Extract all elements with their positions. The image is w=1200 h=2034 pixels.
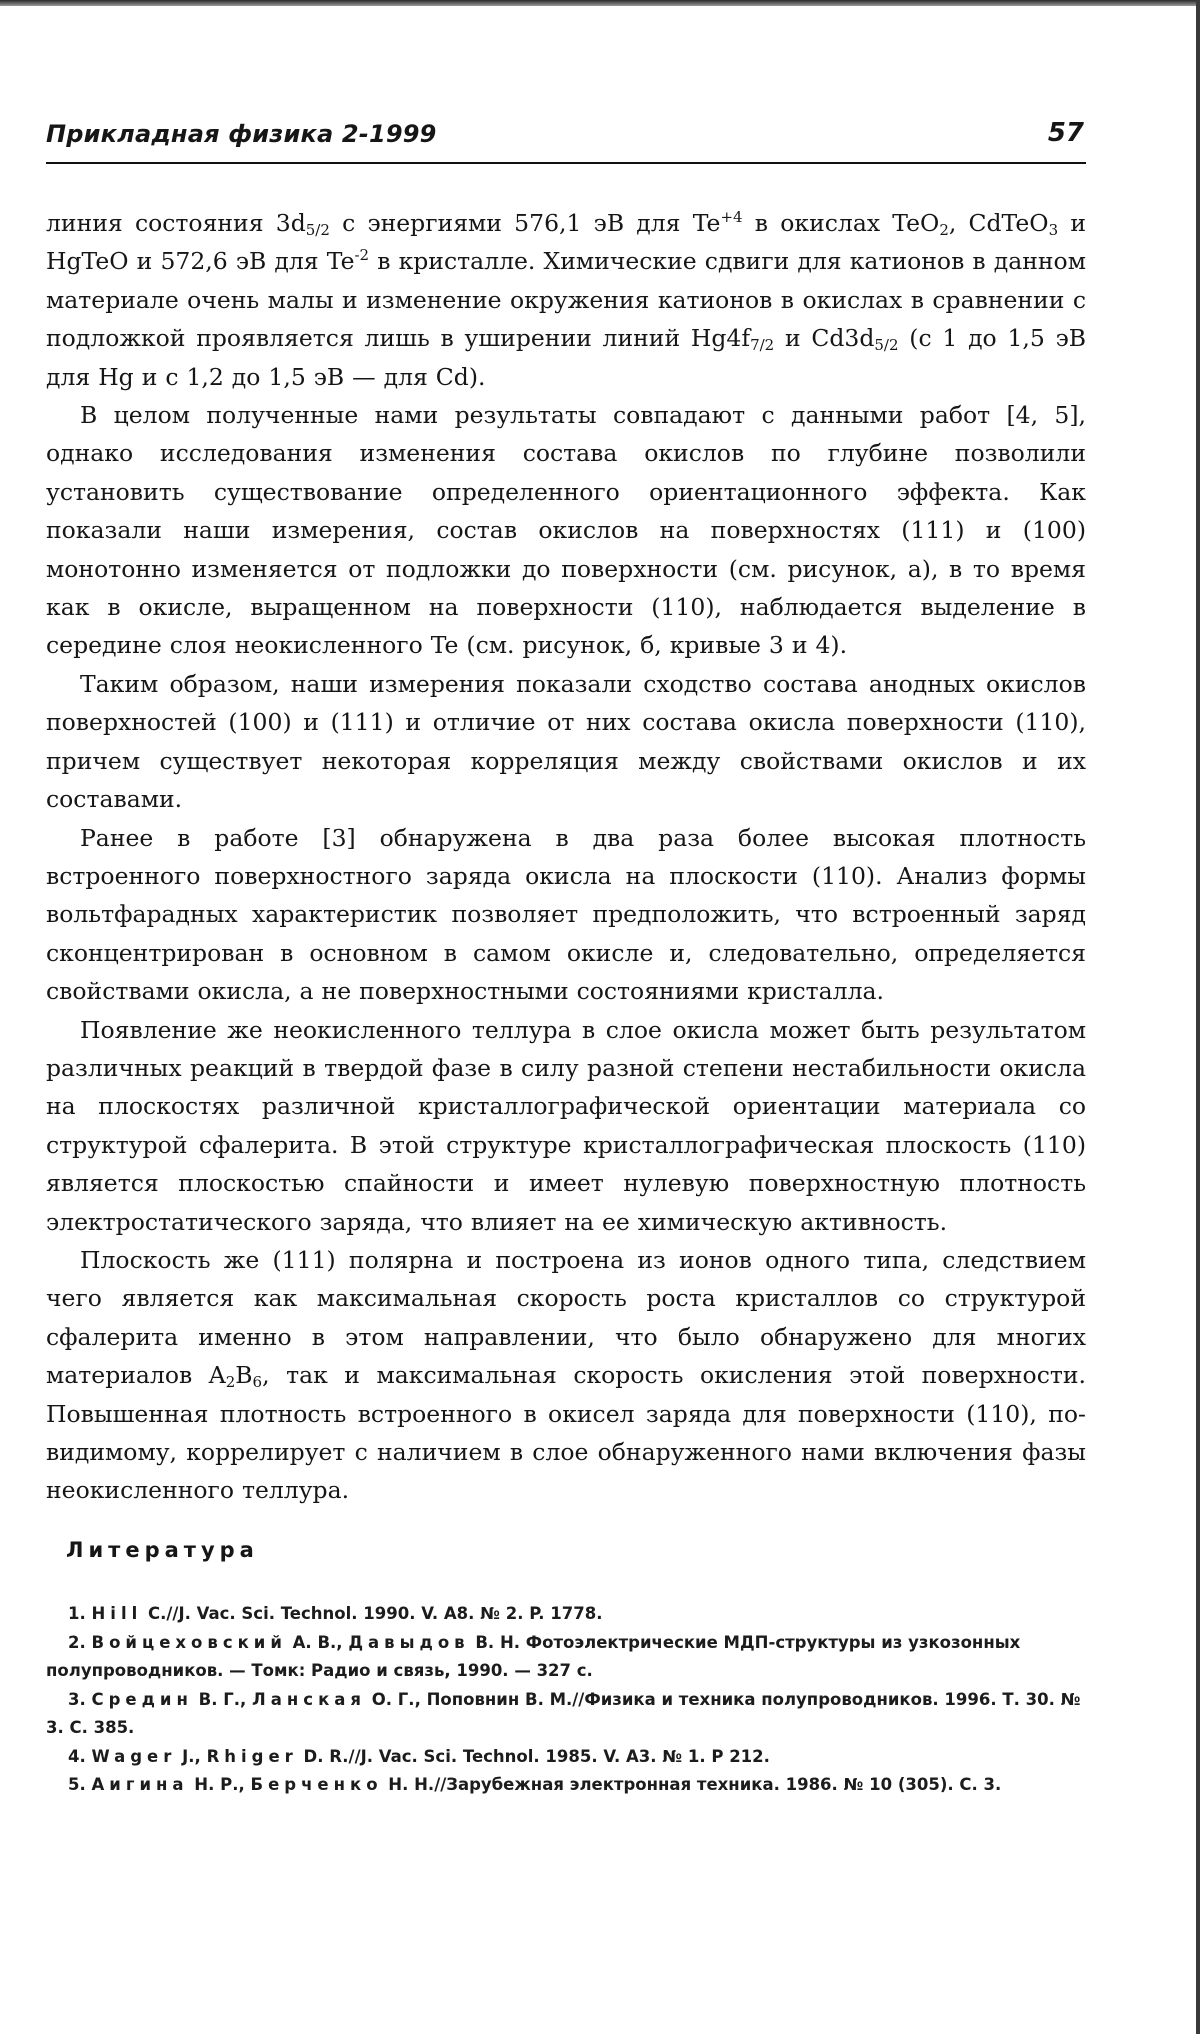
- text-run: в кристалле. Химические сдвиги для катионов в данном материале очень малы и изменение окружения катионов в окислах в сравнении с подложкой проявляется лишь в уширении линий Hg4f: [46, 247, 1086, 353]
- ref-author: Ланская: [252, 1689, 366, 1709]
- page: [46, 0, 1086, 2034]
- reference-item: [46, 1686, 1086, 1743]
- text-run: (с 1 до 1,5 эВ для Hg и с 1,2 до 1,5 эВ — для Cd).: [46, 324, 1086, 391]
- reference-item: [46, 1743, 1086, 1772]
- superscript: +4: [720, 208, 743, 226]
- text-run: с энергиями 576,1 эВ для Te: [329, 209, 721, 237]
- paragraph-3: Таким образом, наши измерения показали сходство состава анодных окислов поверхностей (100) и (111) и отличие от них состава окисла поверхности (110), причем существует некоторая корреляция между свойствами окислов и их составами.: [46, 669, 1086, 814]
- article-body: [46, 204, 1086, 1510]
- subscript: 5/2: [305, 221, 330, 239]
- paragraph-2: В целом полученные нами результаты совпадают с данными работ [4, 5], однако исследования изменения состава окислов по глубине позволили установить существование определенного ориентационного эффекта. Как показали наши измерения, состав окислов на поверхностях (111) и (100) монотонно изменяется от подложки до поверхности (см. рисунок, а), в то время как в окисле, выращенном на поверхности (110), наблюдается выделение в середине слоя неокисленного Te (см. рисунок, б, кривые 3 и 4).: [46, 401, 1086, 660]
- ref-number: 1.: [68, 1604, 92, 1623]
- ref-text: C.//J. Vac. Sci. Technol. 1990. V. A8. № 2. P. 1778.: [142, 1604, 603, 1623]
- scan-edge-right: [1196, 0, 1200, 2034]
- ref-text: D. R.//J. Vac. Sci. Technol. 1985. V. A3. № 1. P 212.: [297, 1746, 770, 1766]
- ref-author: Wager: [91, 1746, 177, 1766]
- ref-number: 3.: [68, 1689, 92, 1709]
- paragraph-4: Ранее в работе [3] обнаружена в два раза более высокая плотность встроенного поверхностного заряда окисла на плоскости (110). Анализ формы вольтфарадных характеристик позволяет предположить, что встроенный заряд сконцентрирован в основном в самом окисле и, следовательно, определяется свойствами окисла, а не поверхностными состояниями кристалла.: [46, 823, 1086, 1006]
- subscript: 2: [225, 1373, 236, 1392]
- text-run: и Cd3d: [774, 324, 875, 353]
- subscript: 6: [252, 1373, 263, 1392]
- text-run: Плоскость же (111) полярна и построена из ионов одного типа, следствием чего является как максимальная скорость роста кристаллов со структурой сфалерита именно в этом направлении, что было обнаружено для многих материалов A: [46, 1245, 1086, 1390]
- text-run: линия состояния 3d: [46, 209, 306, 237]
- text-run: , CdTeO: [948, 209, 1049, 237]
- subscript: 5/2: [874, 336, 899, 355]
- ref-author: Rhiger: [206, 1746, 298, 1766]
- paragraph-5: Появление же неокисленного теллура в слое окисла может быть результатом различных реакций в твердой фазе в силу разной степени нестабильности окисла на плоскостях различной кристаллографической ориентации материала со структурой сфалерита. В этой структуре кристаллографическая плоскость (110) является плоскостью спайности и имеет нулевую поверхностную плотность электростатического заряда, что влияет на ее химическую активность.: [46, 1015, 1086, 1236]
- subscript: 7/2: [750, 336, 775, 355]
- reference-item: [46, 1600, 1086, 1629]
- ref-text: J.,: [176, 1746, 207, 1766]
- ref-text: В. Н. Фотоэлектрические МДП-структуры из узкозонных полупроводников. — Томк: Радио и связь, 1990. — 327 с.: [46, 1632, 1021, 1680]
- ref-text: В. Г.,: [192, 1689, 253, 1709]
- ref-author: Давыдов: [348, 1632, 470, 1652]
- ref-author: Средин: [91, 1689, 193, 1709]
- ref-author: Hill: [91, 1604, 143, 1623]
- ref-text: О. Г., Поповнин В. М.//Физика и техника полупроводников. 1996. Т. 30. № 3. С. 385.: [46, 1689, 1081, 1737]
- ref-number: 4.: [68, 1746, 92, 1766]
- ref-author: Берченко: [250, 1775, 383, 1794]
- subscript: 2: [939, 221, 949, 239]
- references-list: [46, 1600, 1086, 1800]
- references-heading: Литература: [66, 1538, 259, 1562]
- ref-text: А. В.,: [286, 1632, 349, 1652]
- ref-number: 5.: [68, 1775, 92, 1794]
- paragraph-1: [46, 204, 1086, 396]
- page-number: 57: [1047, 118, 1084, 148]
- text-run: и HgTeO и 572,6 эВ для Te: [46, 209, 1087, 276]
- running-header: [46, 118, 1086, 164]
- ref-author: Войцеховский: [91, 1632, 287, 1652]
- ref-number: 2.: [68, 1632, 92, 1652]
- ref-author: Аигина: [91, 1775, 189, 1794]
- ref-text: Н. Р.,: [188, 1775, 251, 1794]
- reference-item: [46, 1771, 1086, 1800]
- text-run: B: [235, 1361, 253, 1390]
- text-run: , так и максимальная скорость окисления этой поверхности. Повышенная плотность встроенного в окисел заряда для поверхности (110), по-видимому, коррелирует с наличием в слое обнаруженного нами включения фазы неокисленного теллура.: [46, 1361, 1086, 1505]
- paragraph-6: [46, 1241, 1086, 1510]
- superscript: -2: [354, 246, 370, 265]
- subscript: 3: [1048, 221, 1059, 239]
- text-run: в окислах TeO: [742, 209, 940, 237]
- reference-item: [46, 1629, 1086, 1686]
- ref-text: Н. Н.//Зарубежная электронная техника. 1986. № 10 (305). С. 3.: [382, 1775, 1002, 1794]
- journal-title: Прикладная физика 2-1999: [46, 120, 437, 148]
